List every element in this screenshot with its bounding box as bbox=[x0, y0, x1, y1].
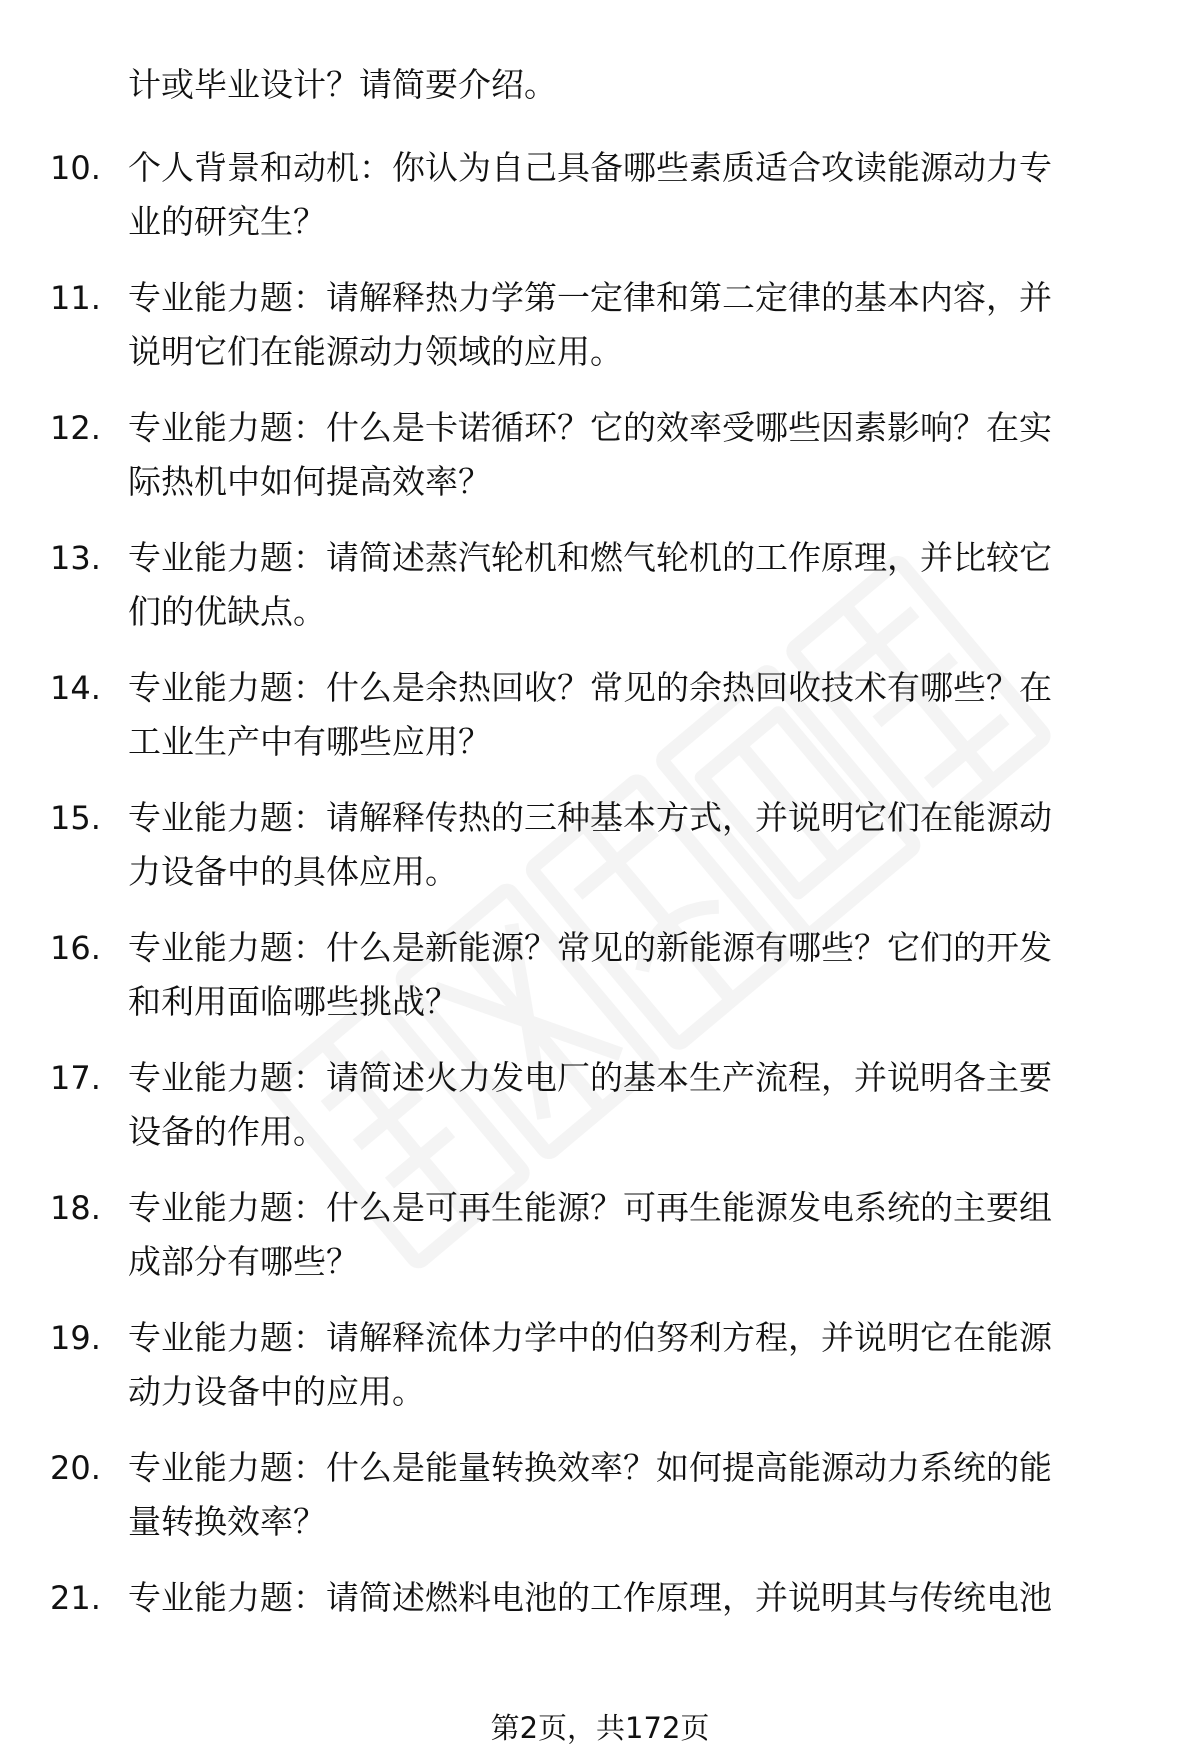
question-text bbox=[128, 141, 1138, 249]
question-text-line: 设备的作用。 bbox=[128, 1112, 326, 1151]
question-text-line: 个人背景和动机：你认为自己具备哪些素质适合攻读能源动力专 bbox=[128, 148, 1052, 187]
question-item bbox=[0, 1051, 1200, 1181]
question-number: 13. bbox=[50, 539, 101, 577]
question-text-line: 专业能力题：什么是能量转换效率？如何提高能源动力系统的能 bbox=[128, 1448, 1052, 1487]
question-text-line: 们的优缺点。 bbox=[128, 592, 326, 631]
question-number: 17. bbox=[50, 1059, 101, 1097]
question-text bbox=[128, 791, 1138, 899]
question-text bbox=[128, 1181, 1138, 1289]
question-text bbox=[128, 1311, 1138, 1419]
question-text bbox=[128, 1051, 1138, 1159]
question-text-line: 专业能力题：什么是卡诺循环？它的效率受哪些因素影响？在实 bbox=[128, 408, 1052, 447]
question-number: 20. bbox=[50, 1449, 101, 1487]
question-text-line: 业的研究生？ bbox=[128, 202, 326, 241]
question-text-line: 说明它们在能源动力领域的应用。 bbox=[128, 332, 623, 371]
question-number: 12. bbox=[50, 409, 101, 447]
question-text-line: 专业能力题：什么是可再生能源？可再生能源发电系统的主要组 bbox=[128, 1188, 1052, 1227]
question-number: 15. bbox=[50, 799, 101, 837]
question-text bbox=[128, 531, 1138, 639]
question-item bbox=[0, 661, 1200, 791]
question-number: 21. bbox=[50, 1579, 101, 1617]
question-text-line: 际热机中如何提高效率？ bbox=[128, 462, 491, 501]
question-item bbox=[0, 141, 1200, 271]
question-text bbox=[128, 1441, 1138, 1549]
question-text bbox=[128, 661, 1138, 769]
question-number: 10. bbox=[50, 149, 101, 187]
question-text-line: 专业能力题：请解释传热的三种基本方式，并说明它们在能源动 bbox=[128, 798, 1052, 837]
question-text-line: 工业生产中有哪些应用？ bbox=[128, 722, 491, 761]
question-text-line: 专业能力题：什么是新能源？常见的新能源有哪些？它们的开发 bbox=[128, 928, 1052, 967]
question-text-line: 专业能力题：请简述蒸汽轮机和燃气轮机的工作原理，并比较它 bbox=[128, 538, 1052, 577]
question-text-line: 成部分有哪些？ bbox=[128, 1242, 359, 1281]
question-item bbox=[0, 401, 1200, 531]
question-item bbox=[0, 921, 1200, 1051]
question-text bbox=[128, 271, 1138, 379]
question-item bbox=[0, 1181, 1200, 1311]
question-number: 16. bbox=[50, 929, 101, 967]
question-text-line: 力设备中的具体应用。 bbox=[128, 852, 458, 891]
question-text-line: 动力设备中的应用。 bbox=[128, 1372, 425, 1411]
question-item bbox=[0, 791, 1200, 921]
question-text bbox=[128, 401, 1138, 509]
question-text bbox=[128, 921, 1138, 1029]
question-text-line: 专业能力题：请解释热力学第一定律和第二定律的基本内容，并 bbox=[128, 278, 1052, 317]
question-number: 18. bbox=[50, 1189, 101, 1227]
page-footer: 第2页，共172页 bbox=[490, 1711, 710, 1745]
question-number: 19. bbox=[50, 1319, 101, 1357]
question-text-line: 专业能力题：什么是余热回收？常见的余热回收技术有哪些？在 bbox=[128, 668, 1052, 707]
question-text-line: 专业能力题：请简述火力发电厂的基本生产流程，并说明各主要 bbox=[128, 1058, 1052, 1097]
question-text-line: 专业能力题：请简述燃料电池的工作原理，并说明其与传统电池 bbox=[128, 1578, 1052, 1617]
question-item bbox=[0, 1441, 1200, 1571]
question-text-line: 和利用面临哪些挑战？ bbox=[128, 982, 458, 1021]
question-text-line: 专业能力题：请解释流体力学中的伯努利方程，并说明它在能源 bbox=[128, 1318, 1052, 1357]
question-text-line: 量转换效率？ bbox=[128, 1502, 326, 1541]
question-item bbox=[0, 531, 1200, 661]
question-item bbox=[0, 1311, 1200, 1441]
question-text bbox=[128, 1571, 1138, 1625]
question-list bbox=[0, 141, 1200, 1701]
continued-question-line: 计或毕业设计？请简要介绍。 bbox=[128, 65, 557, 104]
question-number: 14. bbox=[50, 669, 101, 707]
question-number: 11. bbox=[50, 279, 101, 317]
question-item bbox=[0, 271, 1200, 401]
question-item bbox=[0, 1571, 1200, 1701]
